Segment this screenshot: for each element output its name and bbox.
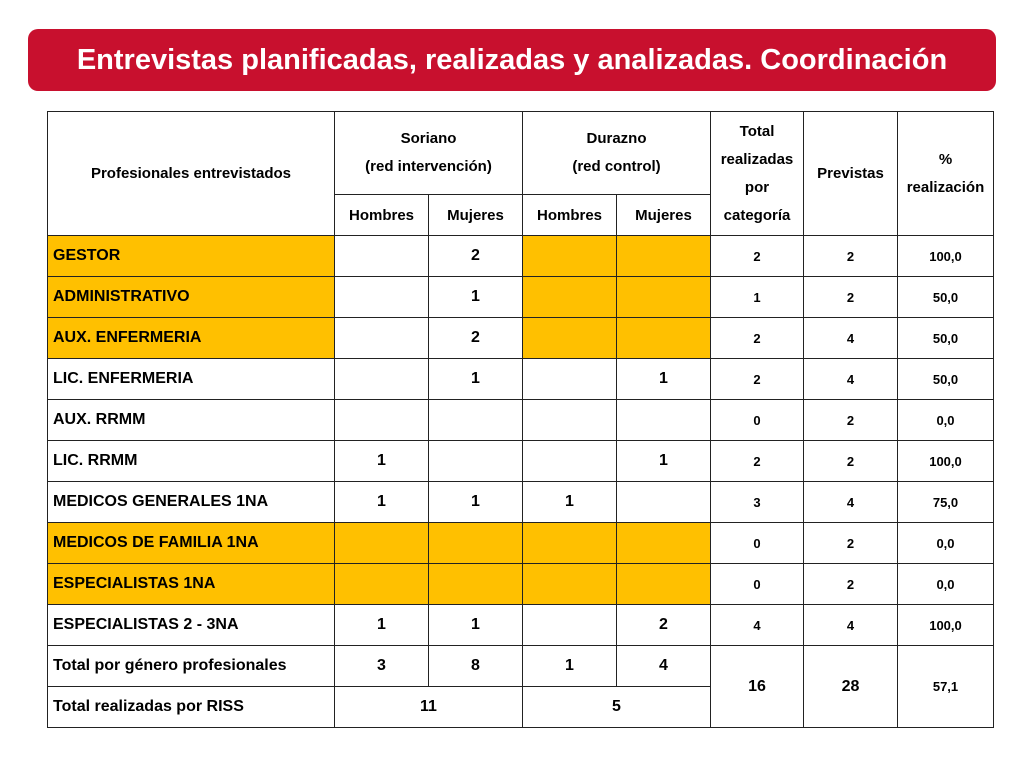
cell-pct: 50,0 xyxy=(898,318,994,359)
cell-pct: 100,0 xyxy=(898,605,994,646)
cell-soriano-mujeres xyxy=(429,564,523,605)
cell-previstas: 4 xyxy=(804,482,898,523)
header-durazno-hombres: Hombres xyxy=(523,195,617,236)
cell-total: 4 xyxy=(711,605,804,646)
cell-total: 2 xyxy=(711,359,804,400)
cell-durazno-mujeres: 1 xyxy=(617,359,711,400)
header-durazno-mujeres: Mujeres xyxy=(617,195,711,236)
cell-soriano-mujeres: 2 xyxy=(429,318,523,359)
header-total-l1: Total xyxy=(739,122,775,140)
cell-durazno-hombres xyxy=(523,523,617,564)
totals-soriano-hombres: 3 xyxy=(335,646,429,687)
header-total-l3: por xyxy=(744,178,770,196)
cell-total: 3 xyxy=(711,482,804,523)
row-label: ADMINISTRATIVO xyxy=(48,277,335,318)
cell-durazno-hombres xyxy=(523,236,617,277)
table-row xyxy=(48,359,994,400)
row-label: LIC. RRMM xyxy=(48,441,335,482)
cell-previstas: 2 xyxy=(804,523,898,564)
header-pct xyxy=(898,112,994,236)
cell-soriano-mujeres xyxy=(429,523,523,564)
table-row xyxy=(48,441,994,482)
table-row xyxy=(48,564,994,605)
header-pct-l2: realización xyxy=(906,178,985,196)
totals-soriano-mujeres: 8 xyxy=(429,646,523,687)
header-profesionales: Profesionales entrevistados xyxy=(48,112,335,236)
interviews-table xyxy=(47,111,994,728)
cell-previstas: 4 xyxy=(804,318,898,359)
cell-soriano-mujeres: 1 xyxy=(429,482,523,523)
cell-durazno-mujeres xyxy=(617,564,711,605)
totals-riss-soriano: 11 xyxy=(335,687,523,728)
header-total-l4: categoría xyxy=(723,206,791,224)
totals-durazno-mujeres: 4 xyxy=(617,646,711,687)
row-label: LIC. ENFERMERIA xyxy=(48,359,335,400)
table-row xyxy=(48,605,994,646)
cell-soriano-hombres xyxy=(335,236,429,277)
cell-durazno-hombres xyxy=(523,605,617,646)
cell-durazno-mujeres: 1 xyxy=(617,441,711,482)
table-row xyxy=(48,523,994,564)
cell-previstas: 2 xyxy=(804,441,898,482)
cell-total: 1 xyxy=(711,277,804,318)
cell-durazno-mujeres xyxy=(617,236,711,277)
cell-soriano-hombres: 1 xyxy=(335,605,429,646)
cell-previstas: 4 xyxy=(804,605,898,646)
table-row xyxy=(48,482,994,523)
cell-durazno-mujeres xyxy=(617,318,711,359)
cell-pct: 50,0 xyxy=(898,277,994,318)
cell-soriano-mujeres: 2 xyxy=(429,236,523,277)
cell-soriano-mujeres: 1 xyxy=(429,605,523,646)
cell-soriano-hombres xyxy=(335,400,429,441)
header-pct-l1: % xyxy=(938,150,953,168)
cell-durazno-mujeres xyxy=(617,523,711,564)
row-label: AUX. ENFERMERIA xyxy=(48,318,335,359)
cell-total: 0 xyxy=(711,564,804,605)
cell-total: 0 xyxy=(711,523,804,564)
cell-previstas: 2 xyxy=(804,236,898,277)
cell-previstas: 2 xyxy=(804,564,898,605)
row-label: AUX. RRMM xyxy=(48,400,335,441)
header-row-1 xyxy=(48,112,994,195)
header-durazno xyxy=(523,112,711,195)
row-label: ESPECIALISTAS 2 - 3NA xyxy=(48,605,335,646)
cell-total: 2 xyxy=(711,236,804,277)
cell-durazno-hombres xyxy=(523,441,617,482)
cell-pct: 0,0 xyxy=(898,400,994,441)
cell-total: 2 xyxy=(711,441,804,482)
header-durazno-sub: (red control) xyxy=(572,158,661,175)
cell-total: 0 xyxy=(711,400,804,441)
cell-durazno-hombres xyxy=(523,400,617,441)
totals-pct: 57,1 xyxy=(898,646,994,728)
cell-soriano-hombres: 1 xyxy=(335,441,429,482)
cell-previstas: 4 xyxy=(804,359,898,400)
cell-durazno-mujeres xyxy=(617,277,711,318)
header-total xyxy=(711,112,804,236)
cell-durazno-hombres xyxy=(523,564,617,605)
cell-soriano-hombres: 1 xyxy=(335,482,429,523)
cell-pct: 0,0 xyxy=(898,564,994,605)
cell-pct: 50,0 xyxy=(898,359,994,400)
totals-gender-row xyxy=(48,646,994,687)
totals-total: 16 xyxy=(711,646,804,728)
table-row xyxy=(48,277,994,318)
table-row xyxy=(48,318,994,359)
cell-durazno-hombres xyxy=(523,359,617,400)
header-durazno-name: Durazno xyxy=(586,130,647,147)
title-banner xyxy=(28,29,996,91)
header-soriano-mujeres: Mujeres xyxy=(429,195,523,236)
cell-soriano-mujeres: 1 xyxy=(429,359,523,400)
totals-riss-label: Total realizadas por RISS xyxy=(48,687,335,728)
cell-soriano-mujeres xyxy=(429,400,523,441)
header-soriano-hombres: Hombres xyxy=(335,195,429,236)
header-soriano-name: Soriano xyxy=(400,130,457,147)
cell-soriano-hombres xyxy=(335,318,429,359)
cell-durazno-hombres: 1 xyxy=(523,482,617,523)
row-label: MEDICOS DE FAMILIA 1NA xyxy=(48,523,335,564)
cell-durazno-hombres xyxy=(523,277,617,318)
cell-pct: 0,0 xyxy=(898,523,994,564)
cell-soriano-hombres xyxy=(335,523,429,564)
cell-soriano-hombres xyxy=(335,564,429,605)
cell-pct: 100,0 xyxy=(898,236,994,277)
cell-pct: 75,0 xyxy=(898,482,994,523)
row-label: MEDICOS GENERALES 1NA xyxy=(48,482,335,523)
totals-durazno-hombres: 1 xyxy=(523,646,617,687)
header-previstas: Previstas xyxy=(804,112,898,236)
row-label: ESPECIALISTAS 1NA xyxy=(48,564,335,605)
row-label: GESTOR xyxy=(48,236,335,277)
cell-pct: 100,0 xyxy=(898,441,994,482)
header-soriano xyxy=(335,112,523,195)
header-total-l2: realizadas xyxy=(720,150,794,168)
cell-durazno-mujeres xyxy=(617,482,711,523)
totals-gender-label: Total por género profesionales xyxy=(48,646,335,687)
totals-riss-durazno: 5 xyxy=(523,687,711,728)
cell-soriano-mujeres xyxy=(429,441,523,482)
cell-total: 2 xyxy=(711,318,804,359)
cell-soriano-hombres xyxy=(335,359,429,400)
cell-durazno-mujeres: 2 xyxy=(617,605,711,646)
cell-soriano-hombres xyxy=(335,277,429,318)
table-row xyxy=(48,236,994,277)
table-row xyxy=(48,400,994,441)
totals-previstas: 28 xyxy=(804,646,898,728)
cell-previstas: 2 xyxy=(804,400,898,441)
cell-previstas: 2 xyxy=(804,277,898,318)
cell-durazno-mujeres xyxy=(617,400,711,441)
cell-soriano-mujeres: 1 xyxy=(429,277,523,318)
header-soriano-sub: (red intervención) xyxy=(365,158,492,175)
page-title: Entrevistas planificadas, realizadas y analizadas. Coordinación xyxy=(76,43,948,76)
cell-durazno-hombres xyxy=(523,318,617,359)
